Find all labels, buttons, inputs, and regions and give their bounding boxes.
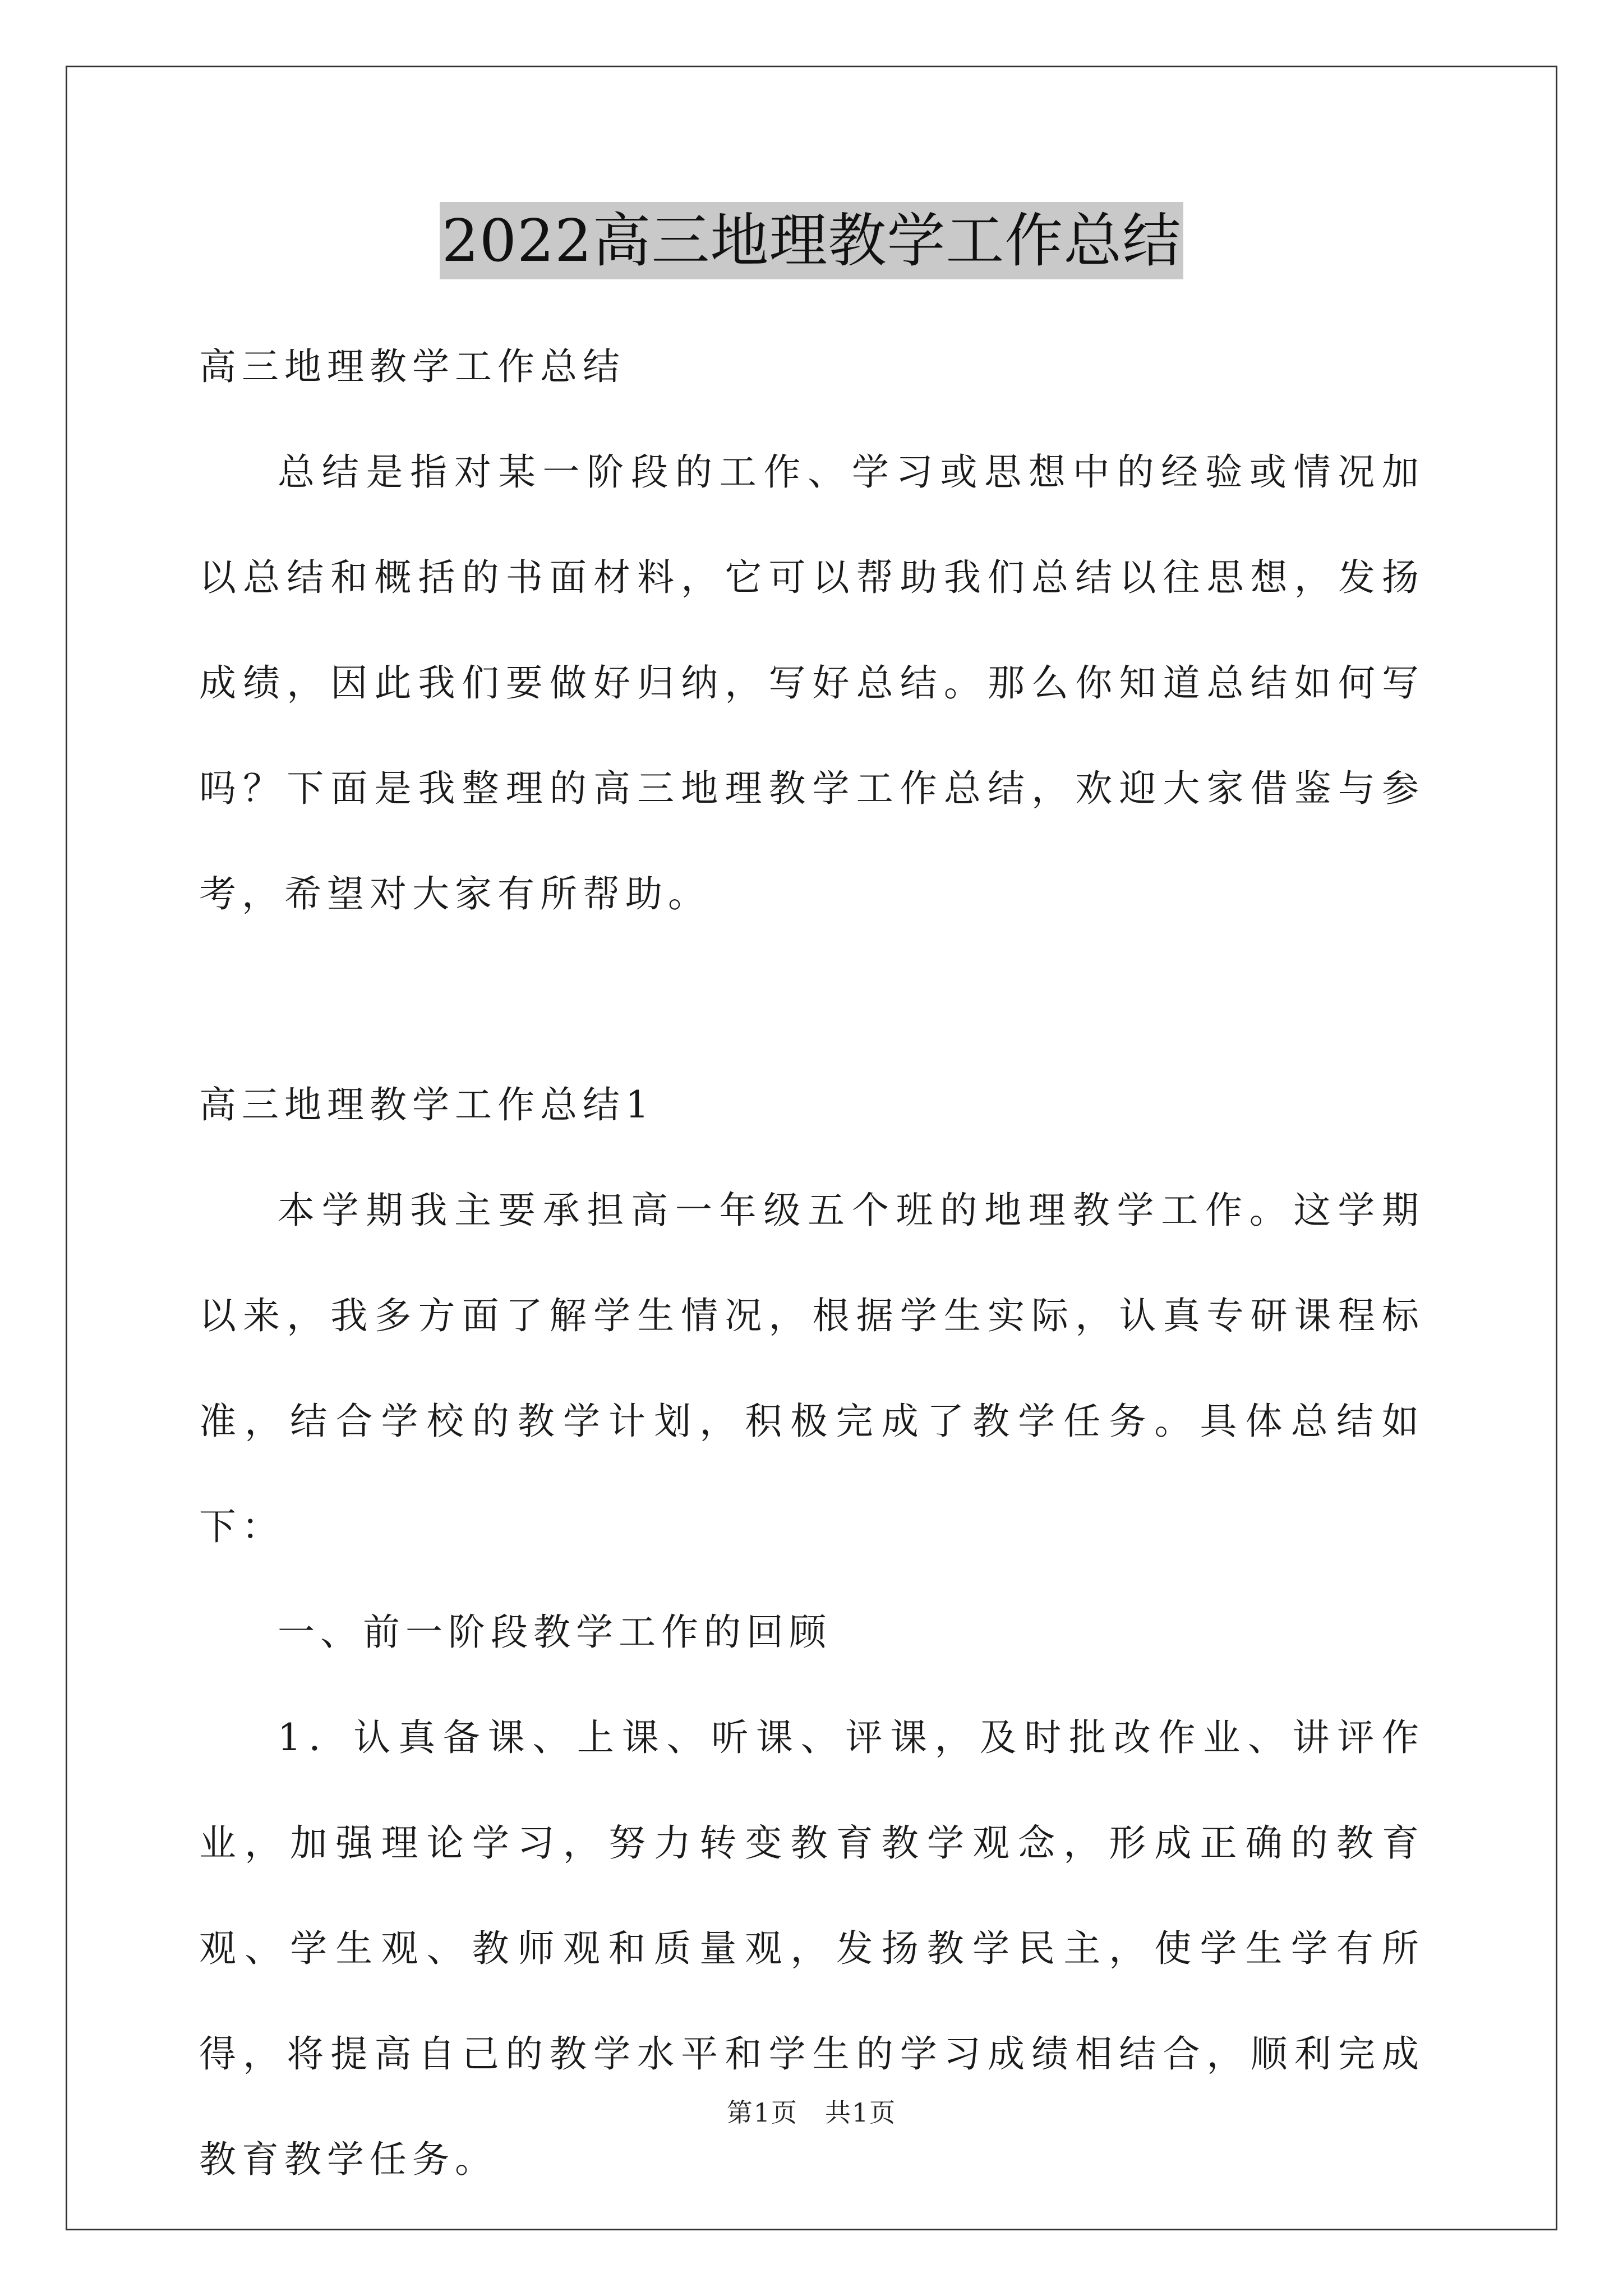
section-heading: 高三地理教学工作总结 — [199, 345, 625, 388]
document-body — [199, 314, 1424, 2212]
body-paragraph: 本学期我主要承担高一年级五个班的地理教学工作。这学期以来，我多方面了解学生情况，根据学生实际，认真专研课程标准，结合学校的教学计划，积极完成了教学任务。具体总结如下： — [199, 1189, 1424, 1548]
title-container — [0, 202, 1623, 279]
section-heading: 高三地理教学工作总结1 — [199, 1083, 654, 1126]
page-number: 第1页 共1页 — [726, 2097, 897, 2128]
intro-paragraph: 总结是指对某一阶段的工作、学习或思想中的经验或情况加以总结和概括的书面材料，它可以帮助我们总结以往思想，发扬成绩，因此我们要做好归纳，写好总结。那么你知道总结如何写吗？下面是我整理的高三地理教学工作总结，欢迎大家借鉴与参考，希望对大家有所帮助。 — [199, 450, 1424, 915]
document-title: 2022高三地理教学工作总结 — [440, 202, 1184, 279]
subsection-heading: 一、前一阶段教学工作的回顾 — [278, 1611, 832, 1654]
page-footer — [0, 2092, 1623, 2129]
blank-line — [199, 947, 1424, 1052]
body-paragraph: 1．认真备课、上课、听课、评课，及时批改作业、讲评作业，加强理论学习，努力转变教育教学观念，形成正确的教育观、学生观、教师观和质量观，发扬教学民主，使学生学有所得，将提高自己的教学水平和学生的学习成绩相结合，顺利完成教育教学任务。 — [199, 1716, 1424, 2181]
